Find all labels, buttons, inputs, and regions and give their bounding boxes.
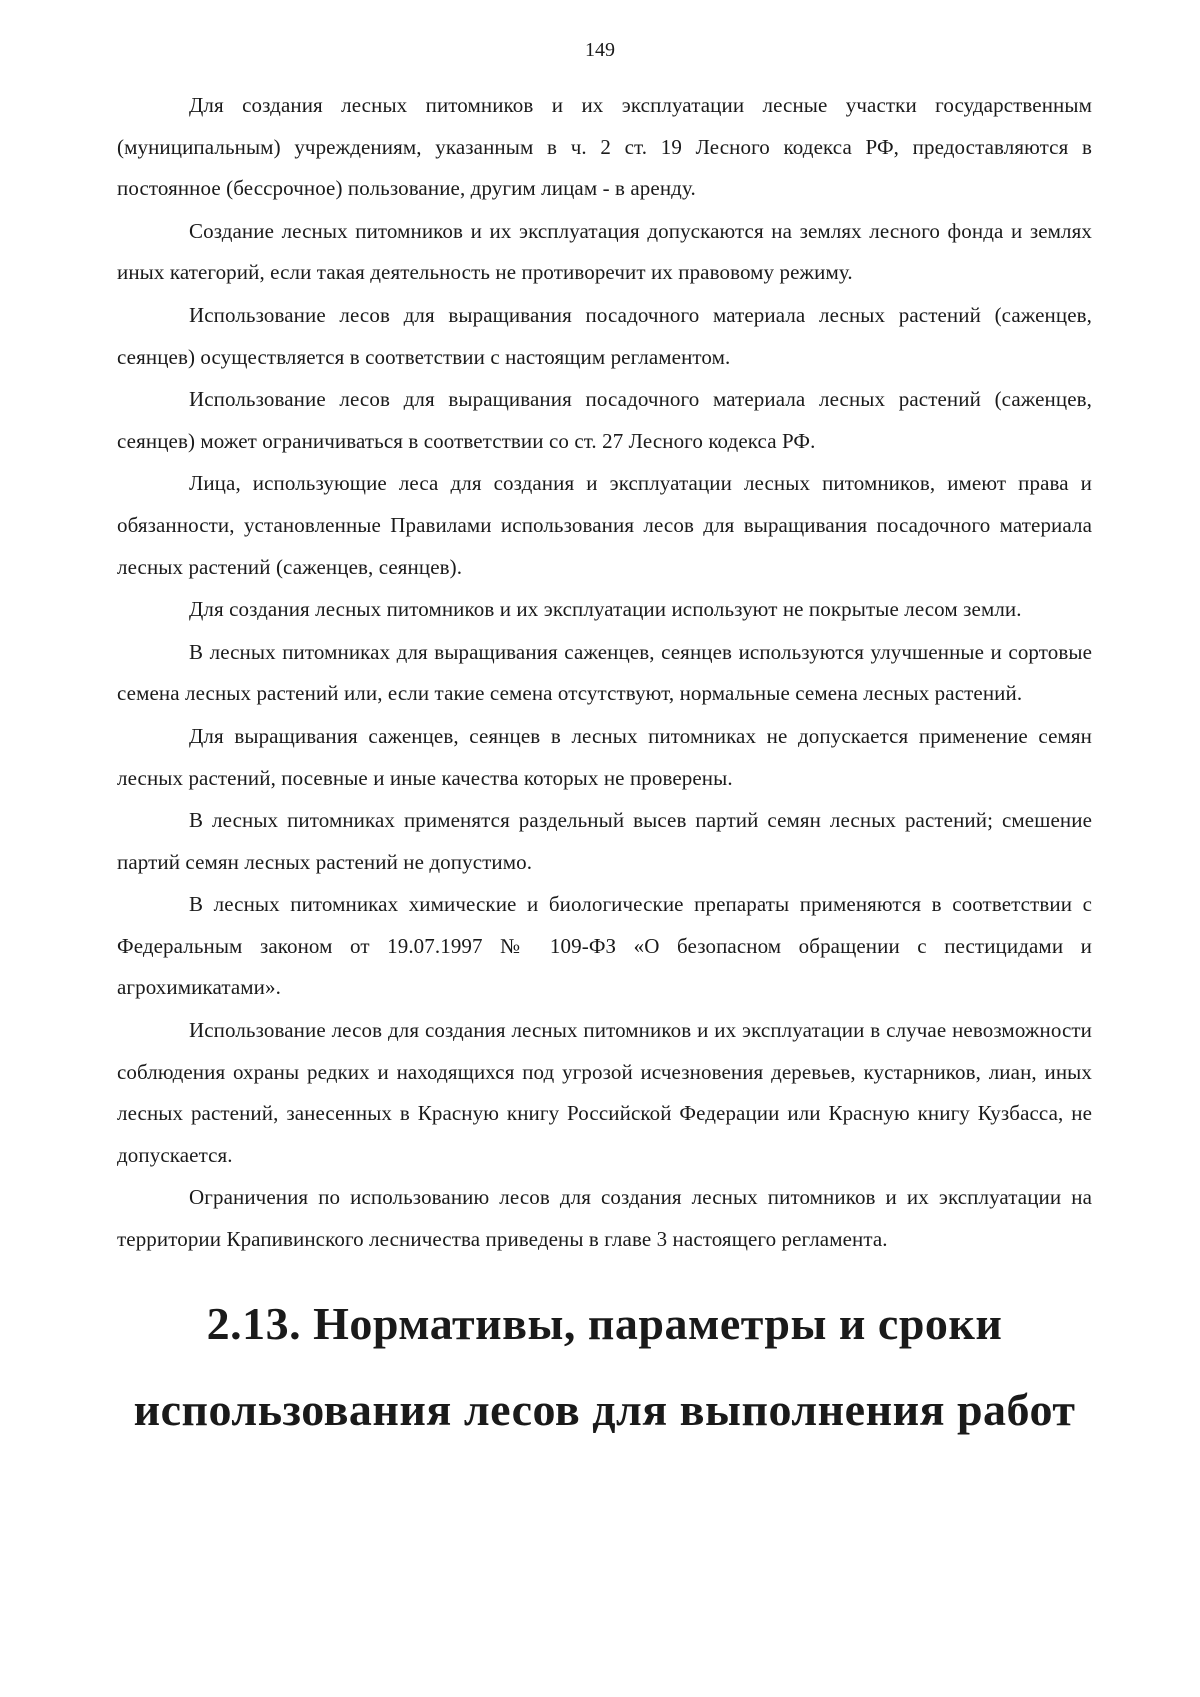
paragraph-4: Использование лесов для выращивания посадочного материала лесных растений (саженцев, сеянцев) может ограничиваться в соответствии со ст. 27 Лесного кодекса РФ. [117,387,1092,453]
paragraph-12: Ограничения по использованию лесов для создания лесных питомников и их эксплуатации на территории Крапивинского лесничества приведены в главе 3 настоящего регламента. [117,1185,1092,1252]
paragraph-8: Для выращивания саженцев, сеянцев в лесных питомниках не допускается применение семян лесных растений, посевные и иные качества которых не проверены. [117,723,1092,790]
section-heading-line-1: 2.13. Нормативы, параметры и сроки [206,1297,1003,1349]
paragraph-2: Создание лесных питомников и их эксплуатация допускаются на землях лесного фонда и землях иных категорий, если такая деятельность не противоречит их правовому режиму. [117,218,1092,285]
paragraph-9: В лесных питомниках применятся раздельный высев партий семян лесных растений; смешение партий семян лесных растений не допустимо. [117,808,1092,874]
paragraph-11: Использование лесов для создания лесных питомников и их эксплуатации в случае невозможности соблюдения охраны редких и находящихся под угрозой исчезновения деревьев, кустарников, лиан, иных лесных растений, занесенных в Красную книгу Российской Федерации или Красную книгу Кузбасса, не допускается. [117,1018,1092,1167]
paragraph-5: Лица, использующие леса для создания и эксплуатации лесных питомников, имеют права и обязанности, установленные Правилами использования лесов для выращивания посадочного материала лесных растений (саженцев, сеянцев). [117,471,1092,579]
document-body [117,85,1092,1453]
paragraph-10: В лесных питомниках химические и биологические препараты применяются в соответствии с Федеральным законом от 19.07.1997 № 109-ФЗ «О безопасном обращении с пестицидами и агрохимикатами». [117,892,1092,1000]
page-number: 149 [585,39,615,61]
section-heading [117,1281,1092,1453]
paragraph-3: Использование лесов для выращивания посадочного материала лесных растений (саженцев, сеянцев) осуществляется в соответствии с настоящим регламентом. [117,302,1092,369]
paragraph-6: Для создания лесных питомников и их эксплуатации используют не покрытые лесом земли. [189,597,1022,622]
paragraph-7: В лесных питомниках для выращивания саженцев, сеянцев используются улучшенные и сортовые семена лесных растений или, если такие семена отсутствуют, нормальные семена лесных растений. [117,639,1092,706]
section-heading-line-2: использования лесов для выполнения работ [133,1383,1076,1435]
paragraph-1: Для создания лесных питомников и их эксплуатации лесные участки государственным (муниципальным) учреждениям, указанным в ч. 2 ст. 19 Лесного кодекса РФ, предоставляются в постоянное (бессрочное) пользование, другим лицам - в аренду. [117,93,1092,201]
